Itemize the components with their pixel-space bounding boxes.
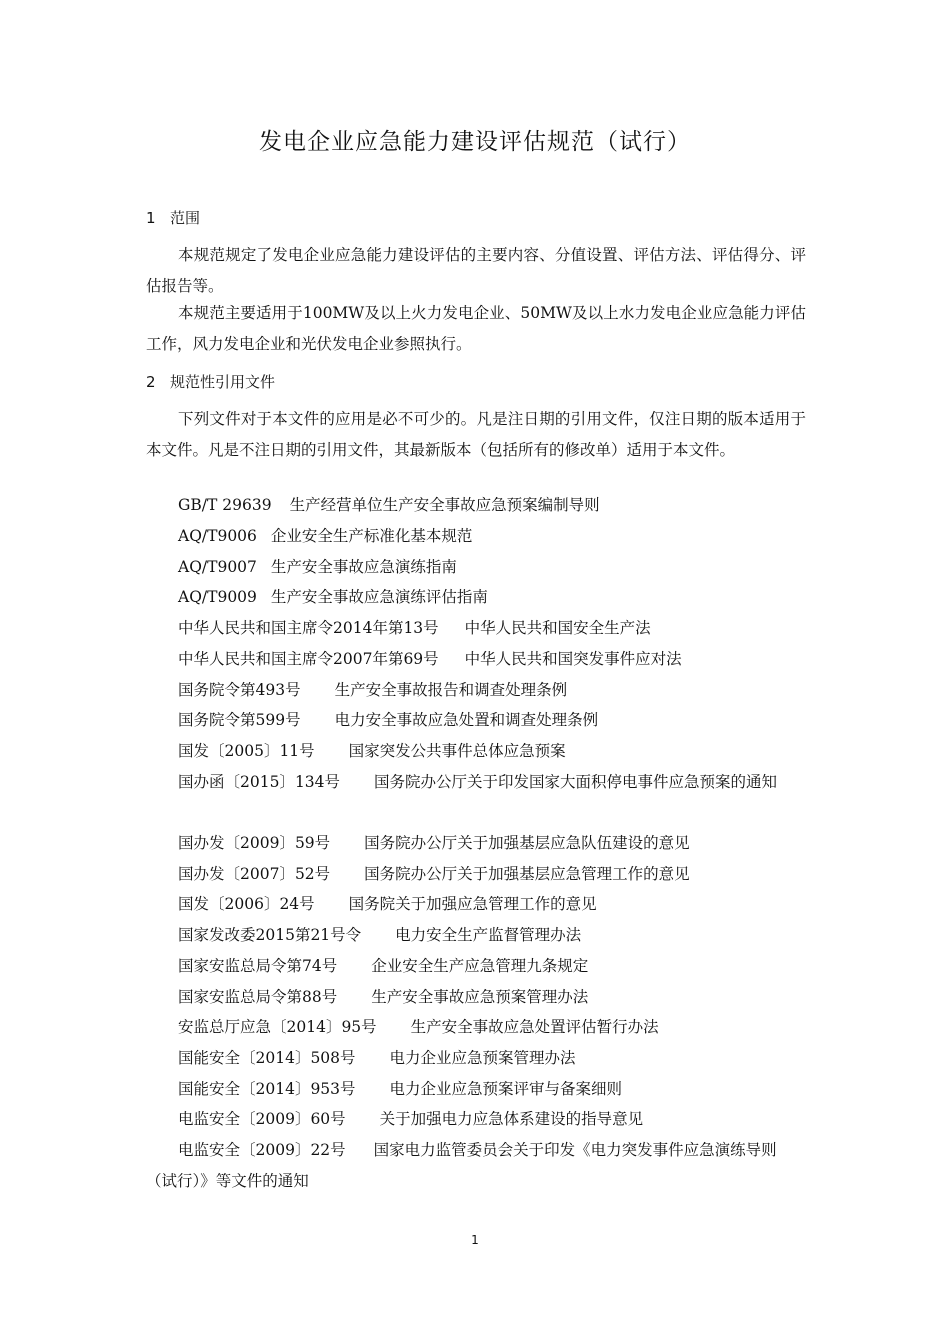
reference-code: 国办发〔2009〕59号: [178, 834, 331, 852]
reference-item: [146, 705, 806, 736]
section-title: 规范性引用文件: [170, 373, 276, 391]
reference-code: GB/T 29639: [178, 496, 272, 514]
reference-code: 电监安全〔2009〕22号: [178, 1141, 346, 1159]
reference-code: 国发〔2005〕11号: [178, 742, 315, 760]
reference-title: 国务院办公厅关于加强基层应急队伍建设的意见: [364, 834, 690, 852]
section-number: 1: [146, 209, 156, 227]
reference-title: 中华人民共和国安全生产法: [464, 619, 651, 637]
scope-paragraph-1: 本规范规定了发电企业应急能力建设评估的主要内容、分值设置、评估方法、评估得分、评估报告等。: [146, 246, 806, 295]
reference-item: [146, 644, 806, 675]
reference-code: 国办发〔2007〕52号: [178, 865, 331, 883]
reference-title: 生产安全事故应急处置评估暂行办法: [410, 1018, 659, 1036]
reference-item: [146, 1012, 806, 1043]
reference-title: 企业安全生产标准化基本规范: [270, 527, 473, 545]
reference-title: 电力安全生产监督管理办法: [395, 926, 582, 944]
reference-item: [146, 521, 806, 552]
reference-code: 中华人民共和国主席令2014年第13号: [178, 619, 439, 637]
reference-title: 国务院办公厅关于加强基层应急管理工作的意见: [364, 865, 690, 883]
reference-item: [146, 736, 806, 767]
reference-item: [146, 490, 806, 521]
section-heading-references: [146, 371, 275, 393]
reference-item: [146, 1074, 806, 1105]
reference-item: [146, 675, 806, 706]
reference-item: [146, 889, 806, 920]
reference-item: [146, 552, 806, 583]
reference-code: 中华人民共和国主席令2007年第69号: [178, 650, 439, 668]
reference-code: 安监总厅应急〔2014〕95号: [178, 1018, 377, 1036]
reference-title: 关于加强电力应急体系建设的指导意见: [379, 1110, 644, 1128]
document-title: 发电企业应急能力建设评估规范（试行）: [259, 129, 691, 155]
reference-title: 国家电力监管委员会关于印发《电力突发事件应急演练导则（试行）》等文件的通知: [146, 1141, 777, 1190]
reference-title: 生产安全事故应急预案管理办法: [371, 988, 589, 1006]
section-heading-scope: [146, 207, 200, 229]
reference-title: 国家突发公共事件总体应急预案: [348, 742, 566, 760]
reference-item: [146, 859, 806, 890]
reference-code: 国能安全〔2014〕953号: [178, 1080, 356, 1098]
section-title: 范围: [170, 209, 201, 227]
reference-code: 国务院令第599号: [178, 711, 301, 729]
reference-title: 生产安全事故应急演练指南: [270, 558, 457, 576]
reference-item: [146, 1104, 806, 1135]
reference-code: 国能安全〔2014〕508号: [178, 1049, 356, 1067]
reference-code: 国家安监总局令第88号: [178, 988, 338, 1006]
reference-code: AQ/T9007: [178, 558, 257, 576]
reference-title: 国务院办公厅关于印发国家大面积停电事件应急预案的通知: [374, 773, 778, 791]
reference-code: 电监安全〔2009〕60号: [178, 1110, 346, 1128]
reference-item: [146, 951, 806, 982]
reference-item: [146, 613, 806, 644]
reference-title: 电力企业应急预案管理办法: [389, 1049, 576, 1067]
reference-code: 国办函〔2015〕134号: [178, 773, 341, 791]
reference-title: 生产经营单位生产安全事故应急预案编制导则: [289, 496, 600, 514]
references-intro-paragraph: 下列文件对于本文件的应用是必不可少的。凡是注日期的引用文件，仅注日期的版本适用于本文件。凡是不注日期的引用文件，其最新版本（包括所有的修改单）适用于本文件。: [146, 410, 806, 459]
reference-item: [146, 1043, 806, 1074]
reference-code: 国发〔2006〕24号: [178, 895, 315, 913]
reference-item: [146, 767, 806, 798]
reference-item: [146, 828, 806, 859]
page-number: 1: [471, 1233, 479, 1247]
reference-code: 国家安监总局令第74号: [178, 957, 338, 975]
reference-title: 电力企业应急预案评审与备案细则: [389, 1080, 623, 1098]
reference-item: [146, 582, 806, 613]
reference-code: AQ/T9009: [178, 588, 257, 606]
reference-item: [146, 920, 806, 951]
reference-item: [146, 982, 806, 1013]
section-number: 2: [146, 373, 156, 391]
reference-code: 国家发改委2015第21号令: [178, 926, 362, 944]
reference-item: [146, 1135, 806, 1196]
reference-code: 国务院令第493号: [178, 681, 301, 699]
reference-title: 生产安全事故报告和调查处理条例: [334, 681, 568, 699]
reference-code: AQ/T9006: [178, 527, 257, 545]
scope-paragraph-2: 本规范主要适用于100MW及以上火力发电企业、50MW及以上水力发电企业应急能力评估工作，风力发电企业和光伏发电企业参照执行。: [146, 304, 806, 353]
reference-title: 中华人民共和国突发事件应对法: [464, 650, 682, 668]
reference-title: 企业安全生产应急管理九条规定: [371, 957, 589, 975]
reference-title: 电力安全事故应急处置和调查处理条例: [334, 711, 599, 729]
reference-title: 国务院关于加强应急管理工作的意见: [348, 895, 597, 913]
reference-title: 生产安全事故应急演练评估指南: [270, 588, 488, 606]
